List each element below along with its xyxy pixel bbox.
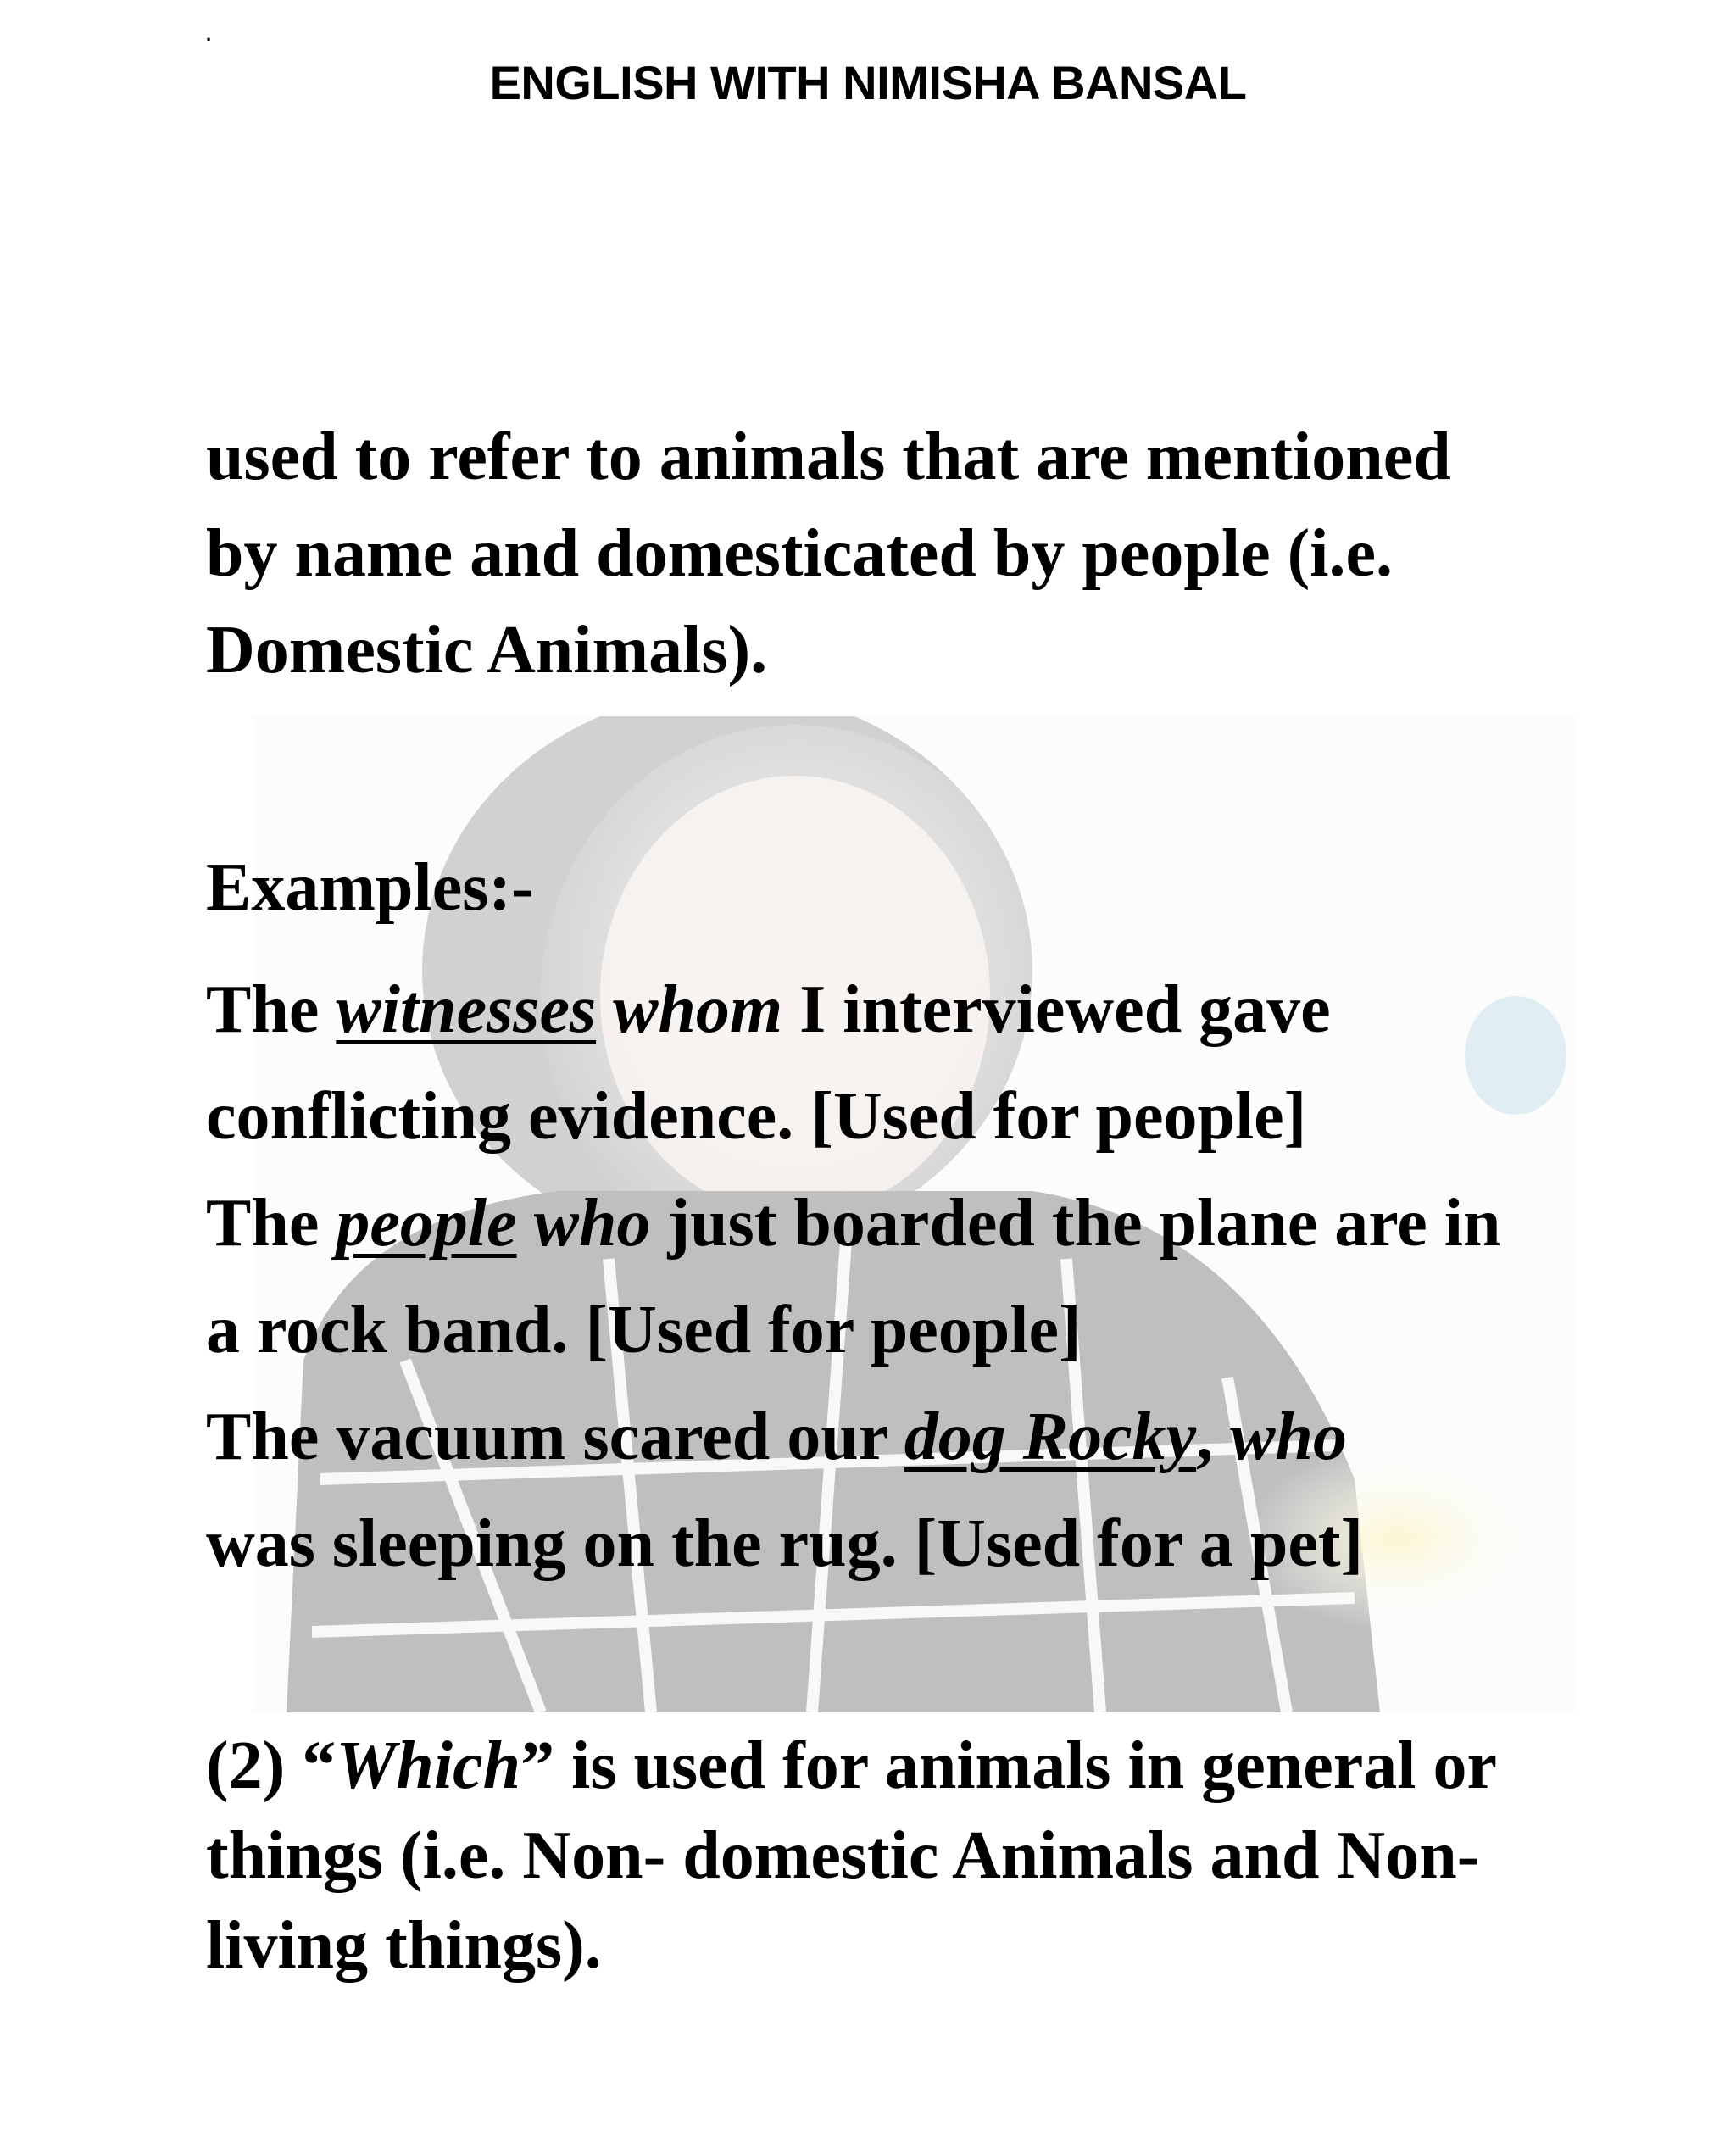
example-2-pronoun: who [533, 1186, 651, 1261]
example-2-rest: just boarded the plane are in [650, 1186, 1501, 1261]
paragraph-intro-line-1: used to refer to animals that are mentioned [206, 420, 1451, 494]
example-2 [206, 1170, 1647, 1383]
page-header: ENGLISH WITH NIMISHA BANSAL [489, 56, 1247, 109]
example-1-line-2: conflicting evidence. [Used for people] [206, 1079, 1307, 1154]
paragraph-intro-line-2: by name and domesticated by people (i.e. [206, 516, 1393, 591]
example-1-prefix: The [206, 972, 337, 1047]
example-3-noun: dog Rocky [904, 1400, 1197, 1474]
example-2-line-2: a rock band. [Used for people] [206, 1293, 1082, 1367]
example-1-rest: I interviewed gave [782, 972, 1331, 1047]
paragraph-which-line-2: things (i.e. Non- domestic Animals and Non- [206, 1818, 1480, 1893]
examples-heading: Examples:- [206, 850, 534, 925]
paragraph-which-word: Which [336, 1728, 521, 1803]
example-1-noun: witnesses [336, 972, 597, 1047]
example-3-pronoun: who [1230, 1400, 1347, 1474]
example-3-line-2: was sleeping on the rug. [Used for a pet] [206, 1506, 1364, 1581]
example-3 [206, 1383, 1647, 1597]
example-2-noun: people [336, 1186, 517, 1261]
example-1-space [596, 972, 613, 1047]
corner-mark: . [206, 24, 212, 45]
paragraph-intro [206, 409, 1647, 699]
example-1-pronoun: whom [613, 972, 783, 1047]
paragraph-which [206, 1721, 1647, 1990]
example-3-prefix: The vacuum scared our [206, 1400, 904, 1474]
paragraph-which-rest: ” is used for animals in general or [520, 1728, 1498, 1803]
paragraph-which-line-3: living things). [206, 1908, 602, 1983]
example-1 [206, 956, 1647, 1170]
paragraph-which-prefix: (2) “ [206, 1728, 337, 1803]
paragraph-intro-line-3: Domestic Animals). [206, 613, 768, 687]
example-2-prefix: The [206, 1186, 337, 1261]
example-3-comma: , [1196, 1400, 1231, 1474]
example-2-space [517, 1186, 534, 1261]
